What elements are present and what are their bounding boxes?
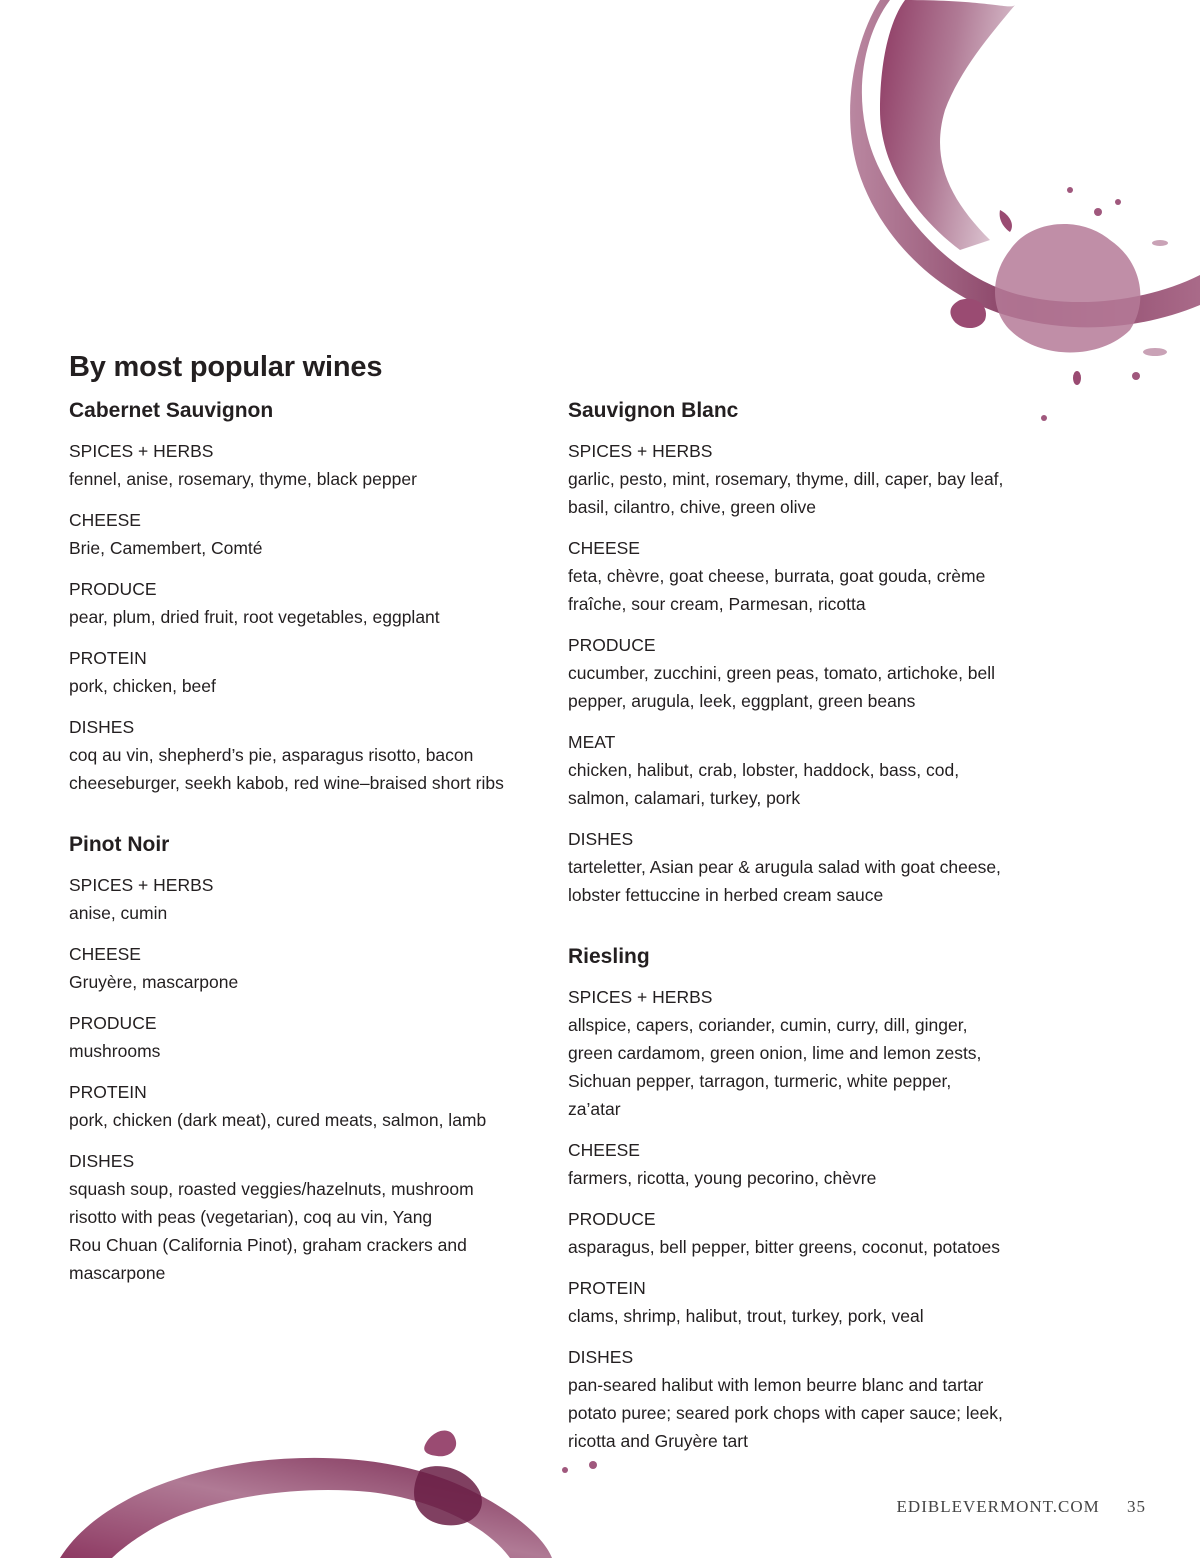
category-items-line: tarteletter, Asian pear & arugula salad with goat cheese, — [568, 857, 1001, 877]
category-label: CHEESE — [69, 944, 141, 964]
category-items-line: coq au vin, shepherd’s pie, asparagus risotto, bacon — [69, 745, 474, 765]
category-items-line: basil, cilantro, chive, green olive — [568, 497, 817, 517]
right-column — [568, 395, 1043, 1487]
category-spices-herbs — [69, 871, 544, 927]
category-items-line: allspice, capers, coriander, cumin, curry, dill, ginger, — [568, 1015, 968, 1035]
category-items-line: cucumber, zucchini, green peas, tomato, artichoke, bell — [568, 663, 996, 683]
category-label: DISHES — [568, 829, 634, 849]
category-label: DISHES — [69, 717, 135, 737]
category-items: fennel, anise, rosemary, thyme, black pepper — [69, 469, 417, 489]
category-label: CHEESE — [69, 510, 141, 530]
category-produce — [568, 631, 1043, 715]
category-meat — [568, 728, 1043, 812]
wine-section-pinot-noir — [69, 829, 544, 1287]
category-items: mushrooms — [69, 1041, 161, 1061]
category-items-line: potato puree; seared pork chops with caper sauce; leek, — [568, 1403, 1003, 1423]
wine-section-cabernet-sauvignon — [69, 395, 544, 797]
category-produce — [568, 1205, 1043, 1261]
category-label: PROTEIN — [69, 648, 147, 668]
wine-section-sauvignon-blanc — [568, 395, 1043, 909]
category-label: SPICES + HERBS — [69, 441, 214, 461]
category-items-line: mascarpone — [69, 1263, 166, 1283]
category-cheese — [568, 534, 1043, 618]
category-items: pear, plum, dried fruit, root vegetables, eggplant — [69, 607, 440, 627]
category-items-line: garlic, pesto, mint, rosemary, thyme, dill, caper, bay leaf, — [568, 469, 1004, 489]
category-label: SPICES + HERBS — [568, 987, 713, 1007]
category-label: MEAT — [568, 732, 616, 752]
category-label: SPICES + HERBS — [69, 875, 214, 895]
category-label: PRODUCE — [69, 579, 157, 599]
category-label: DISHES — [568, 1347, 634, 1367]
category-label: CHEESE — [568, 1140, 640, 1160]
category-dishes — [568, 825, 1043, 909]
category-items-line: salmon, calamari, turkey, pork — [568, 788, 801, 808]
wine-name: Riesling — [568, 945, 650, 968]
category-dishes — [568, 1343, 1043, 1455]
category-items-line: Rou Chuan (California Pinot), graham crackers and — [69, 1235, 467, 1255]
page-number: 35 — [1127, 1497, 1146, 1516]
category-protein — [69, 644, 544, 700]
category-produce — [69, 575, 544, 631]
category-items-line: pan-seared halibut with lemon beurre blanc and tartar — [568, 1375, 984, 1395]
wine-name: Cabernet Sauvignon — [69, 399, 274, 422]
left-column — [69, 395, 544, 1319]
category-items-line: Sichuan pepper, tarragon, turmeric, white pepper, — [568, 1071, 952, 1091]
category-produce — [69, 1009, 544, 1065]
category-items-line: za’atar — [568, 1099, 621, 1119]
category-protein — [69, 1078, 544, 1134]
category-dishes — [69, 713, 544, 797]
category-items: asparagus, bell pepper, bitter greens, coconut, potatoes — [568, 1237, 1000, 1257]
category-items-line: squash soup, roasted veggies/hazelnuts, mushroom — [69, 1179, 474, 1199]
category-items: farmers, ricotta, young pecorino, chèvre — [568, 1168, 877, 1188]
category-items-line: cheeseburger, seekh kabob, red wine–braised short ribs — [69, 773, 504, 793]
category-items-line: fraîche, sour cream, Parmesan, ricotta — [568, 594, 866, 614]
wine-name: Sauvignon Blanc — [568, 399, 739, 422]
category-items: Brie, Camembert, Comté — [69, 538, 263, 558]
category-items: Gruyère, mascarpone — [69, 972, 239, 992]
category-spices-herbs — [568, 437, 1043, 521]
category-items: clams, shrimp, halibut, trout, turkey, pork, veal — [568, 1306, 924, 1326]
category-label: PROTEIN — [69, 1082, 147, 1102]
category-label: PROTEIN — [568, 1278, 646, 1298]
category-label: CHEESE — [568, 538, 640, 558]
category-items: anise, cumin — [69, 903, 168, 923]
category-cheese — [69, 506, 544, 562]
category-cheese — [568, 1136, 1043, 1192]
category-protein — [568, 1274, 1043, 1330]
category-dishes — [69, 1147, 544, 1287]
page-footer — [0, 1497, 1146, 1517]
page-title: By most popular wines — [69, 351, 383, 383]
footer-site-url: EDIBLEVERMONT.COM — [896, 1497, 1100, 1516]
category-label: DISHES — [69, 1151, 135, 1171]
category-items-line: risotto with peas (vegetarian), coq au vin, Yang — [69, 1207, 433, 1227]
category-label: SPICES + HERBS — [568, 441, 713, 461]
category-spices-herbs — [69, 437, 544, 493]
category-cheese — [69, 940, 544, 996]
category-spices-herbs — [568, 983, 1043, 1123]
category-items-line: lobster fettuccine in herbed cream sauce — [568, 885, 884, 905]
category-items-line: ricotta and Gruyère tart — [568, 1431, 748, 1451]
category-label: PRODUCE — [568, 1209, 656, 1229]
category-items-line: green cardamom, green onion, lime and lemon zests, — [568, 1043, 982, 1063]
category-label: PRODUCE — [568, 635, 656, 655]
category-items: pork, chicken, beef — [69, 676, 216, 696]
wine-name: Pinot Noir — [69, 833, 170, 856]
category-items-line: feta, chèvre, goat cheese, burrata, goat gouda, crème — [568, 566, 986, 586]
category-items-line: chicken, halibut, crab, lobster, haddock, bass, cod, — [568, 760, 960, 780]
wine-section-riesling — [568, 941, 1043, 1455]
category-label: PRODUCE — [69, 1013, 157, 1033]
category-items-line: pepper, arugula, leek, eggplant, green beans — [568, 691, 916, 711]
category-items: pork, chicken (dark meat), cured meats, salmon, lamb — [69, 1110, 487, 1130]
